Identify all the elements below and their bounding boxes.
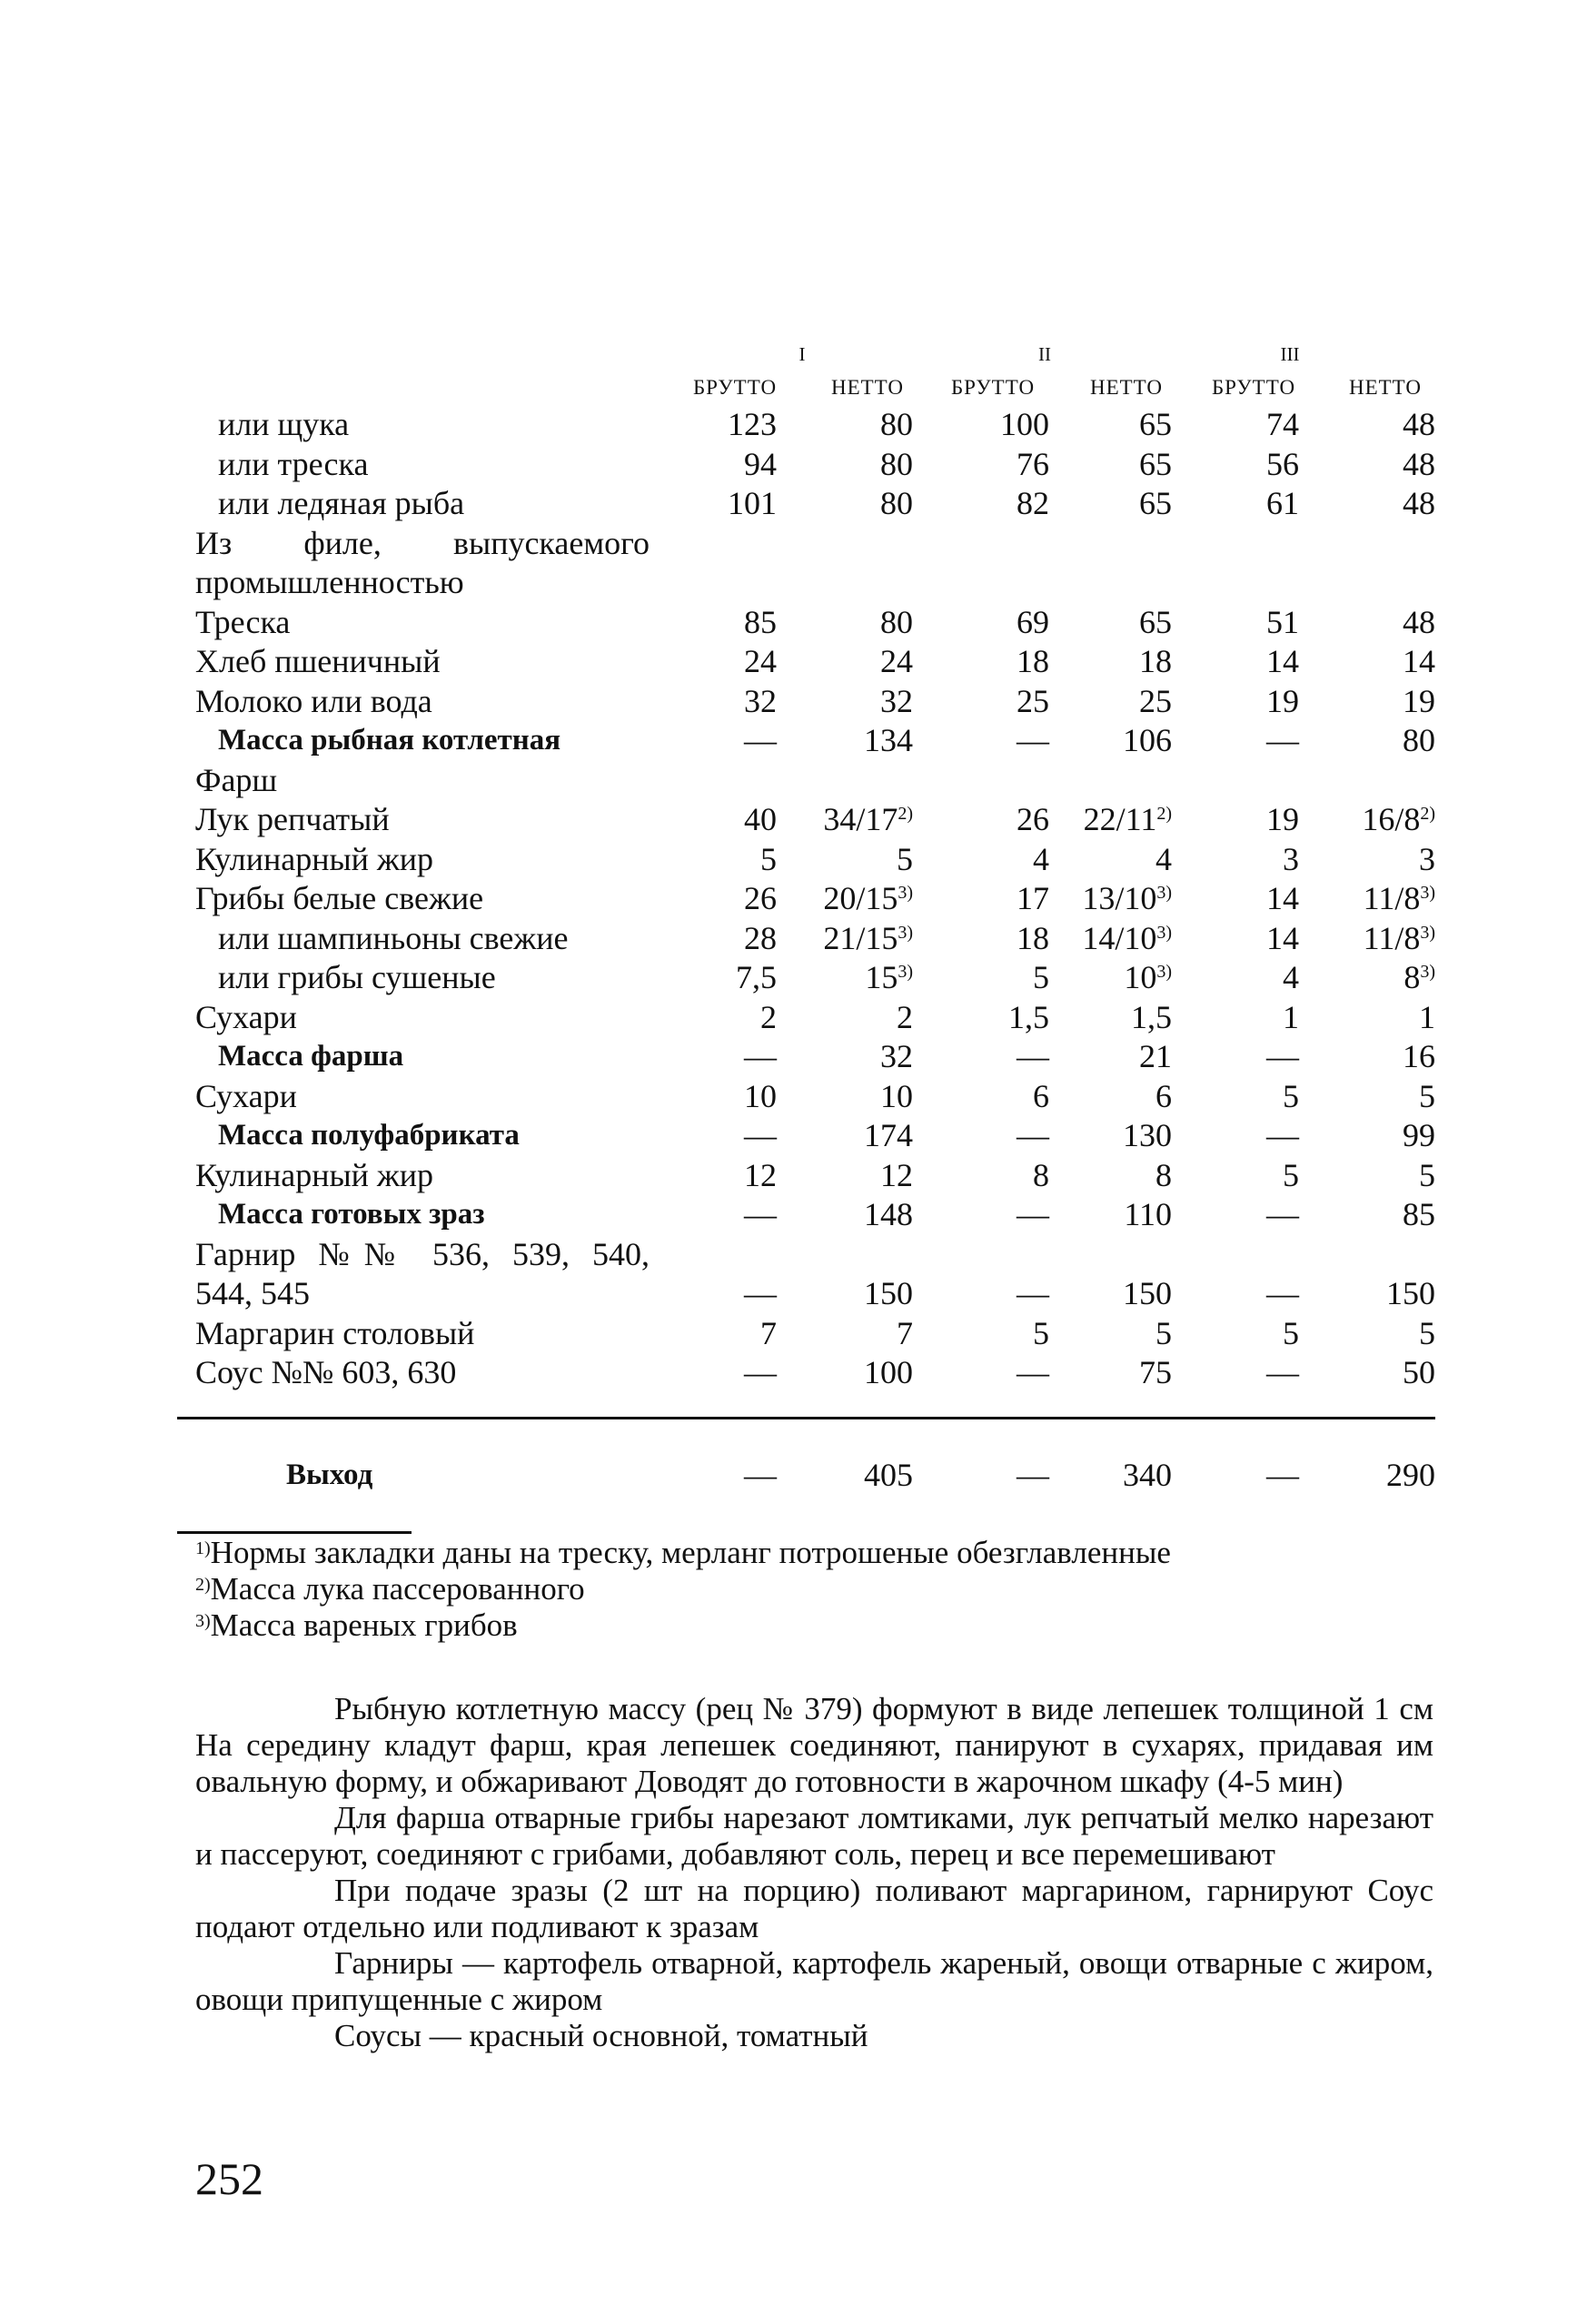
cell-brutto-1: 101 xyxy=(728,485,777,521)
cell-brutto-1: 32 xyxy=(744,682,777,719)
row-label: Сухари xyxy=(195,1077,297,1114)
cell-netto-1: 32 xyxy=(880,1038,913,1074)
cell-brutto-1: 7,5 xyxy=(736,959,777,995)
footnote-2: $^{2)}$Масса лука пассерованного xyxy=(195,1571,585,1607)
cell-brutto-2: 69 xyxy=(1017,603,1049,640)
cell-netto-1: 80 xyxy=(880,406,913,442)
cell-netto-3: 5 xyxy=(1419,1077,1435,1114)
footnote-divider xyxy=(177,1531,412,1534)
cell-netto-1: 2 xyxy=(897,998,913,1035)
cell-brutto-2: 6 xyxy=(1033,1077,1049,1114)
cell-netto-1: 20/15$^{3)}$ xyxy=(823,880,913,916)
cell-brutto-3: 5 xyxy=(1283,1156,1299,1193)
recipe-table xyxy=(195,343,1435,1393)
row-label: Гарнир №№ 536, 539, 540, 544, 545 xyxy=(195,1235,650,1311)
cell-brutto-1: 10 xyxy=(744,1077,777,1114)
cell-netto-3: 16/8$^{2)}$ xyxy=(1362,801,1435,837)
cell-netto-3: 85 xyxy=(1403,1196,1435,1232)
cell-brutto-3: 51 xyxy=(1266,603,1299,640)
cell-brutto-2: — xyxy=(1017,1038,1049,1074)
group-label-2: II xyxy=(1038,343,1051,365)
row-label: Молоко или вода xyxy=(195,682,432,719)
row-label: Кулинарный жир xyxy=(195,1156,434,1193)
row-label: Фарш xyxy=(195,761,278,798)
cell-brutto-2: 18 xyxy=(1017,919,1049,956)
cell-brutto-3: — xyxy=(1266,1117,1299,1153)
cell-netto-2: 21 xyxy=(1139,1038,1172,1074)
cell-netto-3: 50 xyxy=(1403,1354,1435,1390)
table-row xyxy=(195,682,1435,722)
cell-brutto-1: — xyxy=(744,1354,777,1390)
cell-netto-1: 34/17$^{2)}$ xyxy=(823,801,913,837)
cell-brutto-1: 5 xyxy=(760,840,777,877)
cell-netto-1: 12 xyxy=(880,1156,913,1193)
paragraph-2: Для фарша отварные грибы нарезают ломтиками, лук репчатый мелко нарезают и пассеруют, соединяют с грибами, добавляют соль, перец и все перемешивают xyxy=(195,1800,1433,1872)
table-divider xyxy=(177,1417,1435,1419)
row-label: промышленностью xyxy=(195,564,464,600)
table-row xyxy=(195,800,1435,840)
cell-brutto-1: — xyxy=(744,1457,777,1493)
cell-brutto-3: 5 xyxy=(1283,1077,1299,1114)
cell-netto-1: 32 xyxy=(880,682,913,719)
footnote-1: $^{1)}$Нормы закладки даны на треску, мерланг потрошеные обезглавленные xyxy=(195,1535,1171,1570)
table-row xyxy=(195,1037,1435,1077)
row-label: Из филе, выпускаемого xyxy=(195,524,650,561)
header-netto-2: НЕТТО xyxy=(1089,376,1164,399)
cell-netto-3: 48 xyxy=(1403,485,1435,521)
row-label: или треска xyxy=(218,445,369,482)
cell-brutto-1: — xyxy=(744,1196,777,1232)
row-label: или грибы сушеные xyxy=(218,959,496,995)
table-row xyxy=(195,919,1435,959)
row-label: Треска xyxy=(195,603,291,640)
cell-brutto-1: — xyxy=(744,1038,777,1074)
cell-netto-1: 80 xyxy=(880,445,913,482)
table-row xyxy=(195,1077,1435,1117)
cell-netto-3: 11/8$^{3)}$ xyxy=(1363,880,1435,916)
cell-netto-3: 19 xyxy=(1403,682,1435,719)
cell-netto-3: 150 xyxy=(1386,1275,1435,1311)
cell-netto-1: 148 xyxy=(864,1196,913,1232)
cell-brutto-3: — xyxy=(1266,1275,1299,1311)
cell-brutto-2: 5 xyxy=(1033,1314,1049,1351)
cell-netto-2: 150 xyxy=(1123,1275,1172,1311)
table-row xyxy=(195,840,1435,880)
table-row xyxy=(195,1235,1435,1314)
cell-netto-2: 65 xyxy=(1139,603,1172,640)
table-group-row xyxy=(195,343,1435,369)
row-label: или ледяная рыба xyxy=(218,485,465,521)
cell-brutto-3: 3 xyxy=(1283,840,1299,877)
footnote-3: $^{3)}$Масса вареных грибов xyxy=(195,1607,518,1643)
cell-netto-2: 14/10$^{3)}$ xyxy=(1082,919,1172,956)
table-row xyxy=(195,563,1435,603)
cell-netto-1: 21/15$^{3)}$ xyxy=(823,919,913,956)
cell-netto-3: 5 xyxy=(1419,1314,1435,1351)
cell-brutto-2: 82 xyxy=(1017,485,1049,521)
table-row xyxy=(195,721,1435,761)
cell-netto-2: 340 xyxy=(1123,1457,1172,1493)
cell-netto-2: 65 xyxy=(1139,406,1172,442)
cell-netto-3: 290 xyxy=(1386,1457,1435,1493)
header-brutto-2: БРУТТО xyxy=(950,376,1036,399)
table-row xyxy=(195,958,1435,998)
group-label-1: I xyxy=(798,343,806,365)
cell-netto-1: 80 xyxy=(880,485,913,521)
cell-netto-2: 65 xyxy=(1139,445,1172,482)
cell-netto-2: 22/11$^{2)}$ xyxy=(1083,801,1172,837)
cell-netto-3: 80 xyxy=(1403,722,1435,758)
row-label: Хлеб пшеничный xyxy=(195,643,441,679)
cell-brutto-1: 12 xyxy=(744,1156,777,1193)
cell-brutto-1: 7 xyxy=(760,1314,777,1351)
cell-netto-2: 75 xyxy=(1139,1354,1172,1390)
cell-brutto-2: — xyxy=(1017,1354,1049,1390)
cell-netto-1: 405 xyxy=(864,1457,913,1493)
table-row xyxy=(195,1156,1435,1196)
cell-netto-3: 3 xyxy=(1419,840,1435,877)
cell-brutto-3: 19 xyxy=(1266,682,1299,719)
row-label: Масса рыбная котлетная xyxy=(218,724,561,757)
cell-brutto-2: 26 xyxy=(1017,801,1049,837)
cell-netto-1: 100 xyxy=(864,1354,913,1390)
cell-netto-3: 48 xyxy=(1403,445,1435,482)
cell-brutto-3: 14 xyxy=(1266,880,1299,916)
cell-netto-1: 24 xyxy=(880,643,913,679)
cell-netto-2: 25 xyxy=(1139,682,1172,719)
cell-brutto-2: 76 xyxy=(1017,445,1049,482)
cell-brutto-1: 85 xyxy=(744,603,777,640)
cell-brutto-1: 28 xyxy=(744,919,777,956)
table-row xyxy=(195,524,1435,564)
header-brutto-1: БРУТТО xyxy=(692,376,778,399)
body-text xyxy=(195,1691,1433,2054)
row-label: или щука xyxy=(218,406,350,442)
cell-brutto-3: 14 xyxy=(1266,643,1299,679)
cell-brutto-2: 25 xyxy=(1017,682,1049,719)
row-label: Маргарин столовый xyxy=(195,1314,475,1351)
header-netto-3: НЕТТО xyxy=(1348,376,1423,399)
cell-brutto-3: — xyxy=(1266,1457,1299,1493)
cell-brutto-3: 74 xyxy=(1266,406,1299,442)
cell-brutto-1: 2 xyxy=(760,998,777,1035)
header-brutto-3: БРУТТО xyxy=(1211,376,1296,399)
paragraph-4: Гарниры — картофель отварной, картофель жареный, овощи отварные с жиром, овощи припущенные с жиром xyxy=(195,1945,1433,2017)
cell-netto-1: 174 xyxy=(864,1117,913,1153)
header-netto-1: НЕТТО xyxy=(830,376,905,399)
cell-brutto-3: 56 xyxy=(1266,445,1299,482)
cell-netto-2: 110 xyxy=(1124,1196,1172,1232)
cell-brutto-2: — xyxy=(1017,1275,1049,1311)
cell-netto-2: 65 xyxy=(1139,485,1172,521)
cell-brutto-2: 5 xyxy=(1033,959,1049,995)
cell-netto-3: 1 xyxy=(1419,998,1435,1035)
cell-netto-3: 11/8$^{3)}$ xyxy=(1363,919,1435,956)
cell-brutto-1: — xyxy=(744,1275,777,1311)
cell-brutto-3: — xyxy=(1266,1196,1299,1232)
cell-netto-2: 106 xyxy=(1123,722,1172,758)
cell-netto-1: 134 xyxy=(864,722,913,758)
cell-brutto-3: 61 xyxy=(1266,485,1299,521)
cell-brutto-3: — xyxy=(1266,722,1299,758)
table-row xyxy=(195,1195,1435,1235)
cell-brutto-3: 14 xyxy=(1266,919,1299,956)
row-label: Сухари xyxy=(195,998,297,1035)
row-label: Масса фарша xyxy=(218,1040,404,1073)
cell-brutto-3: 19 xyxy=(1266,801,1299,837)
cell-netto-2: 10$^{3)}$ xyxy=(1124,959,1172,995)
paragraph-5: Соусы — красный основной, томатный xyxy=(334,2018,868,2053)
cell-brutto-1: 40 xyxy=(744,801,777,837)
cell-netto-1: 80 xyxy=(880,603,913,640)
cell-brutto-1: 26 xyxy=(744,880,777,916)
cell-netto-3: 48 xyxy=(1403,603,1435,640)
cell-brutto-2: — xyxy=(1017,722,1049,758)
row-label: Масса полуфабриката xyxy=(218,1119,520,1152)
cell-netto-2: 130 xyxy=(1123,1117,1172,1153)
cell-netto-3: 16 xyxy=(1403,1038,1435,1074)
row-label: Соус №№ 603, 630 xyxy=(195,1354,457,1390)
row-label: Лук репчатый xyxy=(195,801,390,837)
cell-brutto-1: — xyxy=(744,1117,777,1153)
row-label: или шампиньоны свежие xyxy=(218,919,569,956)
cell-brutto-1: 94 xyxy=(744,445,777,482)
group-label-3: III xyxy=(1280,343,1300,365)
cell-netto-2: 8 xyxy=(1155,1156,1172,1193)
cell-netto-3: 99 xyxy=(1403,1117,1435,1153)
cell-brutto-3: — xyxy=(1266,1038,1299,1074)
row-label: Масса готовых зраз xyxy=(218,1198,485,1231)
cell-brutto-2: 1,5 xyxy=(1008,998,1049,1035)
cell-netto-2: 4 xyxy=(1155,840,1172,877)
row-label: Грибы белые свежие xyxy=(195,880,484,916)
cell-netto-3: 8$^{3)}$ xyxy=(1403,959,1435,995)
table-row xyxy=(195,998,1435,1038)
cell-brutto-1: 24 xyxy=(744,643,777,679)
page-number: 252 xyxy=(195,2153,263,2204)
table-header-row xyxy=(195,369,1435,405)
cell-brutto-2: 17 xyxy=(1017,880,1049,916)
paragraph-3: При подаче зразы (2 шт на порцию) поливают маргарином, гарнируют Соус подают отдельно или подливают к зразам xyxy=(195,1873,1433,1944)
cell-netto-2: 1,5 xyxy=(1131,998,1172,1035)
cell-brutto-2: 4 xyxy=(1033,840,1049,877)
cell-brutto-1: 123 xyxy=(728,406,777,442)
cell-netto-1: 5 xyxy=(897,840,913,877)
cell-brutto-3: 1 xyxy=(1283,998,1299,1035)
cell-netto-3: 5 xyxy=(1419,1156,1435,1193)
cell-brutto-2: 18 xyxy=(1017,643,1049,679)
cell-brutto-2: — xyxy=(1017,1117,1049,1153)
table-row xyxy=(195,1116,1435,1156)
cell-netto-3: 14 xyxy=(1403,643,1435,679)
table-row xyxy=(195,879,1435,919)
cell-brutto-3: 5 xyxy=(1283,1314,1299,1351)
cell-brutto-2: — xyxy=(1017,1457,1049,1493)
footnotes xyxy=(195,1535,1376,1644)
table-row xyxy=(195,445,1435,485)
table-row xyxy=(195,642,1435,682)
paragraph-1: Рыбную котлетную массу (рец № 379) формуют в виде лепешек толщиной 1 см На середину кладут фарш, края лепешек соединяют, панируют в сухарях, придавая им овальную форму, и обжаривают Доводят до готовности в жарочном шкафу (4-5 мин) xyxy=(195,1691,1433,1799)
cell-brutto-2: 8 xyxy=(1033,1156,1049,1193)
cell-netto-2: 6 xyxy=(1155,1077,1172,1114)
table-row xyxy=(195,603,1435,643)
table-row xyxy=(195,1314,1435,1354)
output-row xyxy=(195,1455,1435,1495)
table-row xyxy=(195,761,1435,801)
cell-netto-1: 15$^{3)}$ xyxy=(865,959,913,995)
cell-netto-2: 13/10$^{3)}$ xyxy=(1082,880,1172,916)
cell-brutto-2: 100 xyxy=(1000,406,1049,442)
cell-brutto-3: 4 xyxy=(1283,959,1299,995)
table-row xyxy=(195,1353,1435,1393)
output-label: Выход xyxy=(286,1459,373,1491)
cell-netto-1: 10 xyxy=(880,1077,913,1114)
row-label: Кулинарный жир xyxy=(195,840,434,877)
cell-netto-3: 48 xyxy=(1403,406,1435,442)
cell-netto-1: 150 xyxy=(864,1275,913,1311)
cell-netto-1: 7 xyxy=(897,1314,913,1351)
table-row xyxy=(195,405,1435,445)
table-row xyxy=(195,484,1435,524)
cell-netto-2: 5 xyxy=(1155,1314,1172,1351)
cell-brutto-3: — xyxy=(1266,1354,1299,1390)
cell-netto-2: 18 xyxy=(1139,643,1172,679)
cell-brutto-2: — xyxy=(1017,1196,1049,1232)
cell-brutto-1: — xyxy=(744,722,777,758)
